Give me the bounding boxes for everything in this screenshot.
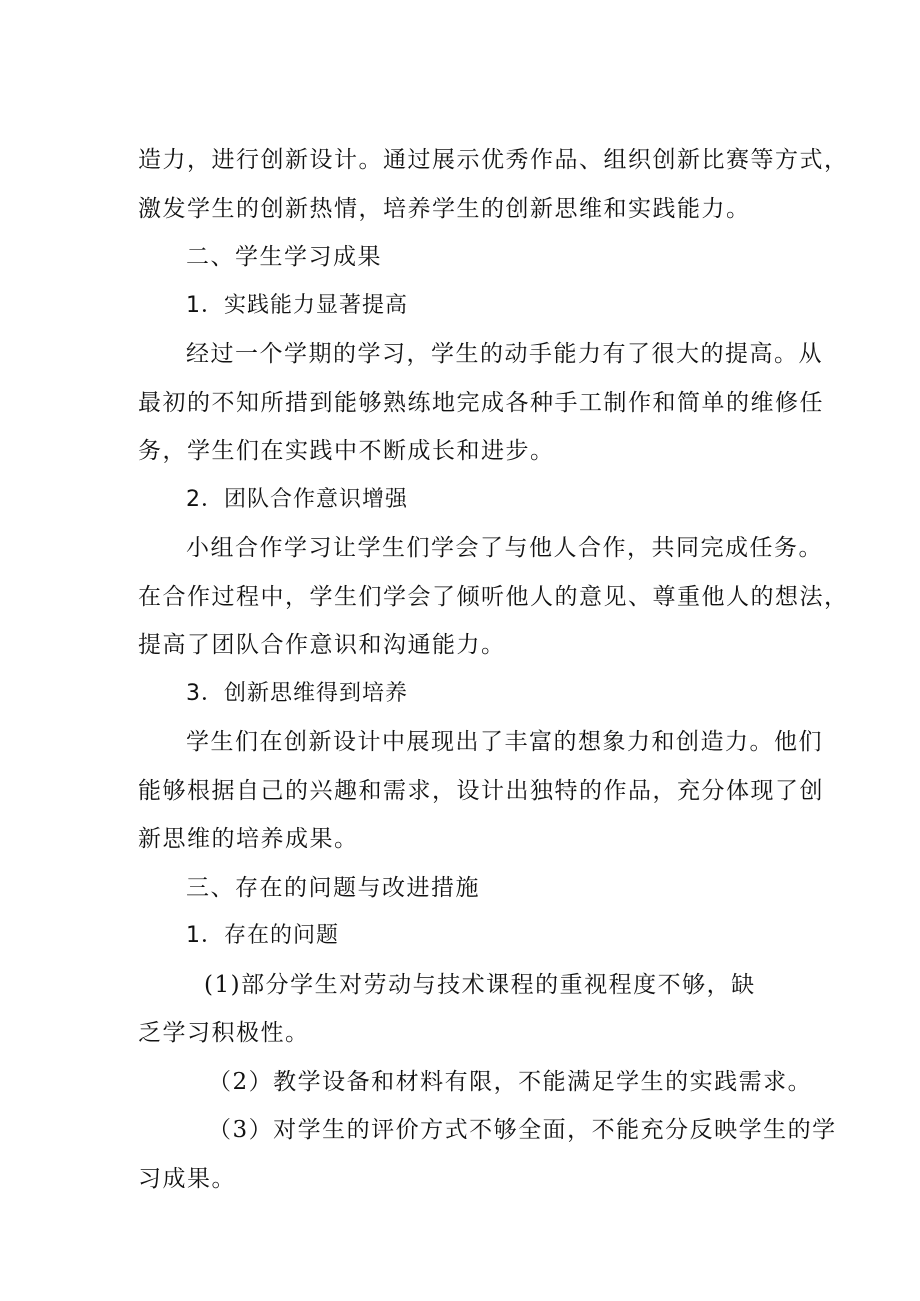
section-2-item-2-line-3: 提高了团队合作意识和沟通能力。 <box>138 632 506 658</box>
section-2-item-1-line-1: 经过一个学期的学习，学生的动手能力有了很大的提高。从 <box>186 341 823 367</box>
problem-1-line-2: 乏学习积极性。 <box>138 1020 310 1046</box>
problem-3-line-1: （3）对学生的评价方式不够全面，不能充分反映学生的学 <box>208 1117 837 1143</box>
section-2-title: 二、学生学习成果 <box>186 244 382 270</box>
problem-1-line-1: (1)部分学生对劳动与技术课程的重视程度不够，缺 <box>204 971 756 998</box>
section-3-item-1-heading: 1．存在的问题 <box>186 923 339 948</box>
section-2-item-2-line-1: 小组合作学习让学生们学会了与他人合作，共同完成任务。 <box>186 535 823 561</box>
intro-line-2: 激发学生的创新热情，培养学生的创新思维和实践能力。 <box>138 195 751 222</box>
section-2-item-3-line-3: 新思维的培养成果。 <box>138 826 359 852</box>
section-2-item-1-line-3: 务，学生们在实践中不断成长和进步。 <box>138 438 555 464</box>
problem-3-line-2: 习成果。 <box>138 1165 236 1192</box>
problem-2-line-1: （2）教学设备和材料有限，不能满足学生的实践需求。 <box>208 1068 813 1095</box>
intro-line-1: 造力，进行创新设计。通过展示优秀作品、组织创新比赛等方式， <box>138 147 849 173</box>
section-2-item-1-heading: 1．实践能力显著提高 <box>186 292 408 318</box>
section-2-item-3-line-1: 学生们在创新设计中展现出了丰富的想象力和创造力。他们 <box>186 729 823 755</box>
section-2-item-2-heading: 2．团队合作意识增强 <box>186 486 408 512</box>
section-2-item-3-line-2: 能够根据自己的兴趣和需求，设计出独特的作品，充分体现了创 <box>138 777 824 804</box>
document-body <box>138 136 849 1203</box>
section-3-title: 三、存在的问题与改进措施 <box>186 874 480 901</box>
section-2-item-3-heading: 3．创新思维得到培养 <box>186 680 408 706</box>
section-2-item-2-line-2: 在合作过程中，学生们学会了倾听他人的意见、尊重他人的想法， <box>138 583 849 610</box>
section-2-item-1-line-2: 最初的不知所措到能够熟练地完成各种手工制作和简单的维修任 <box>138 389 824 416</box>
